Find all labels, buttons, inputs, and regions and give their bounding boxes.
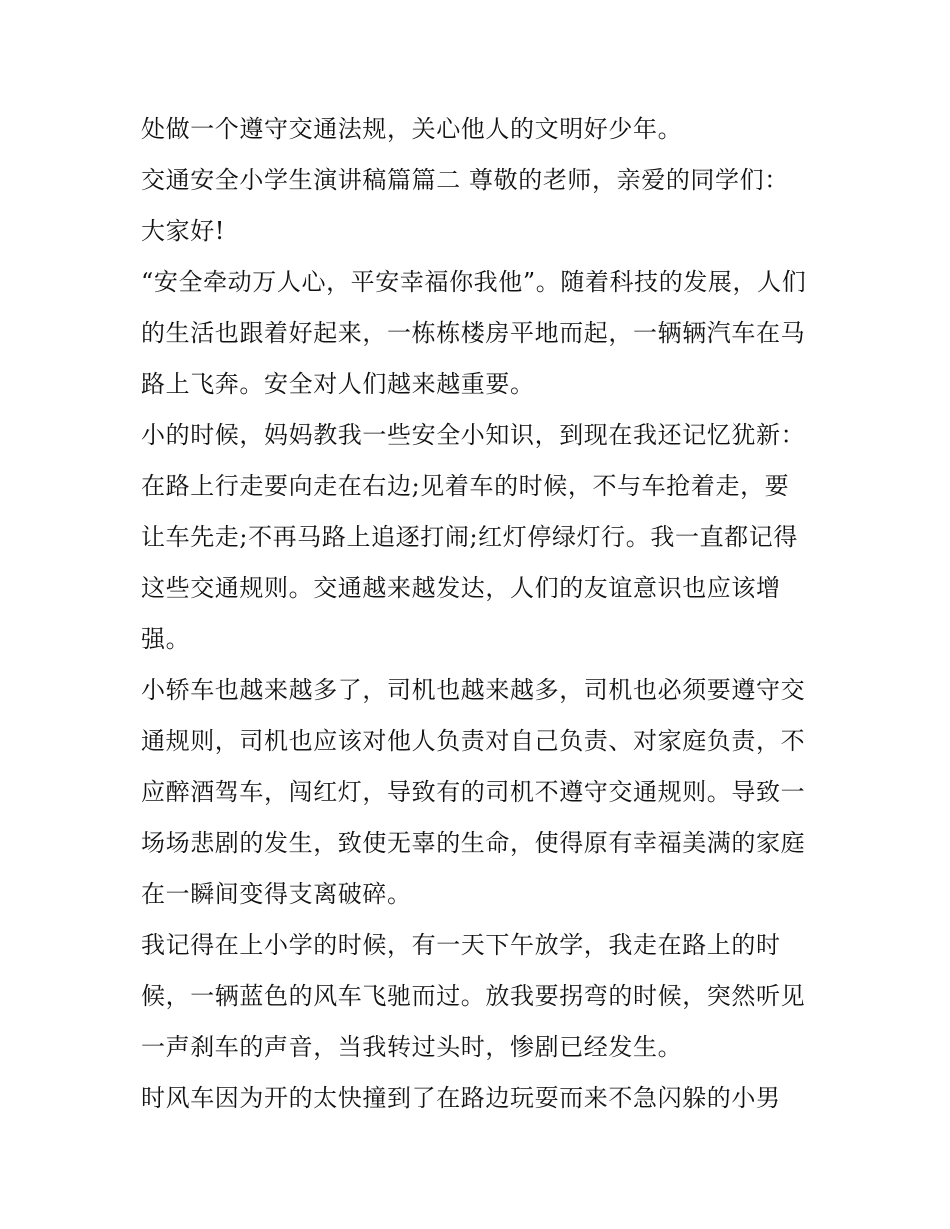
text-line: 一声刹车的声音，当我转过头时，惨剧已经发生。 [141, 1033, 683, 1061]
text-line: 候，一辆蓝色的风车飞驰而过。放我要拐弯的时候，突然听见 [141, 982, 806, 1010]
text-line: 场场悲剧的发生，致使无辜的生命，使得原有幸福美满的家庭 [141, 829, 806, 857]
text-line: 我记得在上小学的时候，有一天下午放学，我走在路上的时 [141, 931, 781, 959]
text-line: 路上飞奔。安全对人们越来越重要。 [141, 370, 535, 398]
text-line: 在路上行走要向走在右边;见着车的时候，不与车抢着走，要 [141, 472, 790, 500]
text-line: 在一瞬间变得支离破碎。 [141, 880, 412, 908]
text-line: 的生活也跟着好起来，一栋栋楼房平地而起，一辆辆汽车在马 [141, 319, 806, 347]
text-line: 小轿车也越来越多了，司机也越来越多，司机也必须要遵守交 [141, 676, 806, 704]
text-line: 小的时候，妈妈教我一些安全小知识，到现在我还记忆犹新： [141, 421, 806, 449]
text-line: 强。 [141, 625, 191, 653]
text-line: 这些交通规则。交通越来越发达，人们的友谊意识也应该增 [141, 574, 781, 602]
text-line: “安全牵动万人心，平安幸福你我他”。随着科技的发展，人们 [141, 268, 807, 296]
text-line: 交通安全小学生演讲稿篇篇二 尊敬的老师，亲爱的同学们： [141, 166, 789, 194]
text-line: 大家好! [141, 217, 226, 245]
text-line: 处做一个遵守交通法规，关心他人的文明好少年。 [141, 115, 683, 143]
text-line: 通规则，司机也应该对他人负责对自己负责、对家庭负责，不 [141, 727, 806, 755]
text-line: 让车先走;不再马路上追逐打闹;红灯停绿灯行。我一直都记得 [141, 523, 798, 551]
body-text [141, 108, 821, 1128]
text-line: 时风车因为开的太快撞到了在路边玩耍而来不急闪躲的小男 [141, 1084, 781, 1112]
text-line: 应醉酒驾车，闯红灯，导致有的司机不遵守交通规则。导致一 [141, 778, 806, 806]
